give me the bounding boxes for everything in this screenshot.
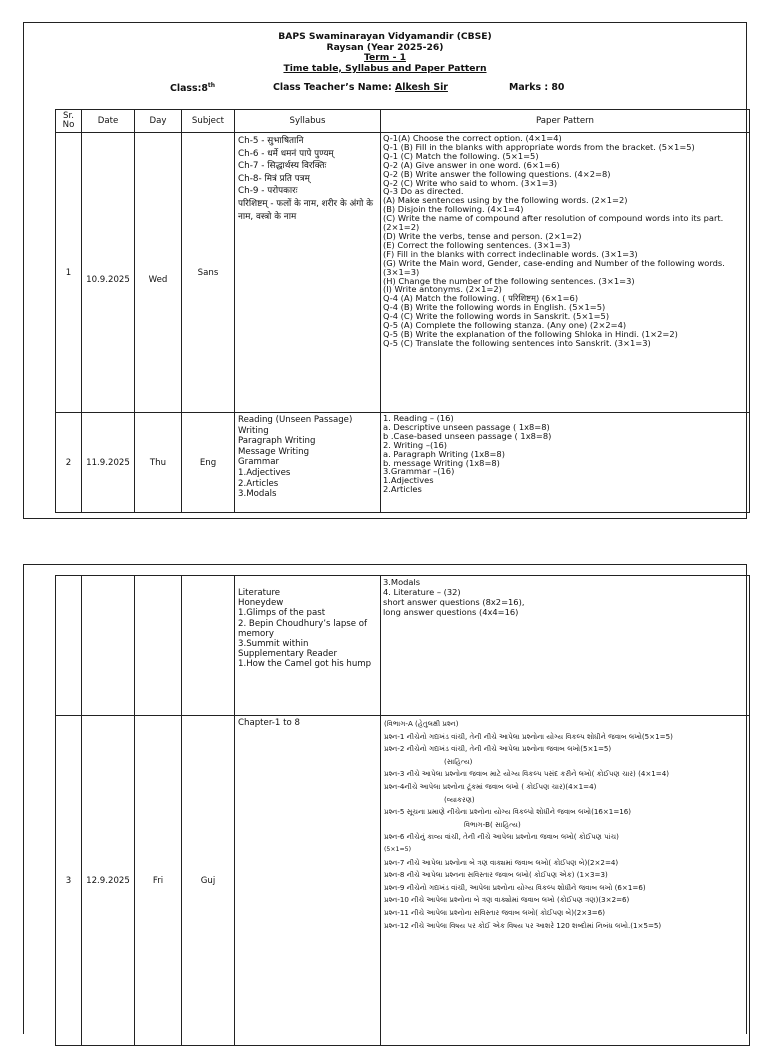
syllabus-cell: Chapter-1 to 8	[235, 716, 381, 1046]
pattern-cell	[381, 413, 750, 513]
pattern-line: Q-4 (A) Match the following. ( परिशिष्टम्) (6×1=6)	[383, 293, 579, 304]
syllabus-cell	[235, 133, 381, 413]
campus-year: Raysan (Year 2025-26)	[326, 41, 444, 53]
sr-no: 2	[56, 413, 82, 513]
syllabus-line: Ch-7 - सिद्धार्थस्य विरक्तिः	[238, 161, 327, 172]
syllabus-line: 1.Adjectives	[238, 467, 291, 478]
table-row	[56, 133, 750, 413]
column-header: Date	[82, 110, 135, 133]
syllabus-line: 1.How the Camel got his hump	[238, 659, 372, 670]
syllabus-line: 2. Bepin Choudhury’s lapse of memory	[238, 618, 368, 639]
pattern-line: પ્રશ્ન-9 નીચેનો ગદ્યખંડ વાંચી, આપેલા પ્રશ્નોના યોગ્ય વિકલ્પ શોધીને જવાબ લખો (6×1=6)	[384, 882, 646, 892]
class-label: Class:8th	[170, 82, 215, 95]
table-row	[56, 576, 750, 716]
marks-label: Marks : 80	[509, 82, 565, 94]
page-2	[23, 564, 747, 1034]
pattern-line: a. Descriptive unseen passage ( 1x8=8)	[383, 421, 550, 432]
class-info-row	[24, 74, 746, 100]
pattern-cell	[381, 133, 750, 413]
syllabus-line: Message Writing	[238, 446, 310, 457]
pattern-line: પ્રશ્ન-11 નીચે આપેલા પ્રશ્નોના સવિસ્તાર જવાબ લખો( કોઈપણ બે)(2×3=6)	[384, 907, 605, 917]
pattern-line: Q-4 (C) Write the following words in Sanskrit. (5×1=5)	[383, 311, 610, 322]
page-1	[23, 22, 747, 519]
pattern-line: પ્રશ્ન-5 સૂચના પ્રમાણે નીચેના પ્રશ્નોના યોગ્ય વિકલ્પો શોધીને જવાબ લખો(16×1=16)	[384, 807, 632, 817]
subject: Eng	[182, 413, 235, 513]
document-header	[24, 23, 746, 74]
exam-day: Wed	[135, 133, 182, 413]
column-header: Syllabus	[235, 110, 381, 133]
pattern-line: Q-2 (C) Write who said to whom. (3×1=3)	[383, 177, 558, 188]
document-title: Time table, Syllabus and Paper Pattern	[283, 62, 487, 74]
pattern-line: 4. Literature – (32)	[383, 587, 461, 597]
column-header: Sr. No	[56, 110, 82, 133]
pattern-line: (C) Write the name of compound after resolution of compound words into its part. (2×1=2)	[383, 213, 724, 233]
pattern-line: પ્રશ્ન-7 નીચે આપેલા પ્રશ્નોના બે ત્રણ વાક્યમાં જવાબ લખો( કોઈપણ બે)(2×2=4)	[384, 857, 619, 867]
syllabus-line: Paragraph Writing	[238, 436, 316, 447]
pattern-line: Q-5 (A) Complete the following stanza. (Any one) (2×2=4)	[383, 320, 627, 331]
pattern-line: પ્રશ્ન-2 નીચેનો ગદ્યખંડ વાંચી, તેની નીચે આપેલા પ્રશ્નોના જવાબ લખો(5×1=5)	[384, 744, 612, 754]
syllabus-line: Literature	[238, 588, 281, 598]
exam-date: 10.9.2025	[82, 133, 135, 413]
pattern-line: Q-1 (C) Match the following. (5×1=5)	[383, 150, 539, 161]
pattern-line: Q-5 (B) Write the explanation of the following Shloka in Hindi. (1×2=2)	[383, 328, 678, 339]
subject	[182, 576, 235, 716]
pattern-line: (સાહિત્ય)	[444, 756, 473, 766]
pattern-line: (I) Write antonyms. (2×1=2)	[383, 284, 502, 295]
pattern-line: long answer questions (4x4=16)	[383, 607, 519, 617]
pattern-line: Q-1(A) Choose the correct option. (4×1=4)	[383, 133, 562, 143]
exam-day	[135, 576, 182, 716]
syllabus-line: 3.Modals	[238, 489, 277, 500]
syllabus-line: 3.Summit within	[238, 639, 309, 650]
pattern-line: વિભાગ-B( સાહિત્ય)	[464, 819, 521, 829]
timetable-continued	[55, 575, 750, 1046]
pattern-line: 1. Reading – (16)	[383, 413, 454, 423]
pattern-line: પ્રશ્ન-4નીચે આપેલા પ્રશ્નોના ટૂંકમાં જવાબ લખો ( કોઈપણ ચાર)(4×1=4)	[384, 781, 597, 791]
table-row	[56, 413, 750, 513]
exam-day: Thu	[135, 413, 182, 513]
pattern-cell	[381, 576, 750, 716]
pattern-line: (A) Make sentences using by the following words. (2×1=2)	[383, 195, 628, 206]
pattern-line: (E) Correct the following sentences. (3×1=3)	[383, 239, 571, 250]
pattern-line: 3.Grammar –(16)	[383, 466, 455, 477]
pattern-line: પ્રશ્ન-1 નીચેનો ગદ્યખંડ વાંચી, તેની નીચે આપેલા પ્રશ્નોના યોગ્ય વિકલ્પ શોધીને જવાબ લખો(5×1=5)	[384, 731, 673, 741]
pattern-line: Q-4 (B) Write the following words in English. (5×1=5)	[383, 302, 606, 313]
pattern-line: પ્રશ્ન-3 નીચે આપેલા પ્રશ્નોના જવાબ માટે યોગ્ય વિકલ્પ પસંદ કરીને લખો( કોઈપણ ચાર) (4×1=4)	[384, 769, 670, 779]
pattern-line: 3.Modals	[383, 577, 421, 587]
sr-no: 1	[56, 133, 82, 413]
syllabus-line: Ch-5 - सुभाषितानि	[238, 136, 304, 146]
syllabus-cell	[235, 576, 381, 716]
exam-date: 12.9.2025	[82, 716, 135, 1046]
pattern-line: પ્રશ્ન-8 નીચે આપેલા પ્રશ્નના સવિસ્તાર જવાબ લખો( કોઈપણ એક) (1×3=3)	[384, 870, 608, 880]
table-header-row	[56, 110, 750, 133]
exam-day: Fri	[135, 716, 182, 1046]
column-header: Paper Pattern	[381, 110, 750, 133]
pattern-line: Q-2 (A) Give answer in one word. (6×1=6)	[383, 159, 560, 170]
exam-date	[82, 576, 135, 716]
syllabus-line: Reading (Unseen Passage)	[238, 415, 353, 425]
syllabus-line: Writing	[238, 425, 269, 436]
sr-no: 3	[56, 716, 82, 1046]
syllabus-line: Ch-6 - धर्मे धमनं पापे पुण्यम्	[238, 148, 334, 159]
sr-no	[56, 576, 82, 716]
column-header: Day	[135, 110, 182, 133]
school-name: BAPS Swaminarayan Vidyamandir (CBSE)	[278, 31, 492, 42]
pattern-line: Q-3 Do as directed.	[383, 186, 464, 197]
pattern-line: (વિભાગ-A (હેતુલક્ષી પ્રશ્ન)	[384, 719, 459, 728]
table-row	[56, 716, 750, 1046]
pattern-cell	[381, 716, 750, 1046]
pattern-line: (5×1=5)	[384, 845, 412, 853]
syllabus-line: Supplementary Reader	[238, 649, 337, 660]
pattern-line: (H) Change the number of the following sentences. (3×1=3)	[383, 275, 635, 286]
timetable	[55, 109, 750, 513]
pattern-line: Q-2 (B) Write answer the following questions. (4×2=8)	[383, 168, 611, 179]
pattern-line: 2. Writing –(16)	[383, 439, 448, 450]
term-label: Term - 1	[364, 52, 406, 64]
syllabus-line: Ch-8- मित्रं प्रति पत्रम्	[238, 173, 310, 184]
syllabus-line: Honeydew	[238, 598, 284, 609]
pattern-line: પ્રશ્ન-10 નીચે આપેલા પ્રશ્નોના બે ત્રણ વાક્યોમાં જવાબ લખો (કોઈપણ ત્રણ)(3×2=6)	[384, 895, 630, 905]
pattern-line: a. Paragraph Writing (1x8=8)	[383, 448, 505, 459]
syllabus-line: 1.Glimps of the past	[238, 608, 326, 619]
pattern-line: (B) Disjoin the following. (4×1=4)	[383, 204, 524, 215]
pattern-line: Q-5 (C) Translate the following sentences into Sanskrit. (3×1=3)	[383, 337, 651, 348]
teacher-label: Class Teacher’s Name: Alkesh Sir	[273, 82, 448, 94]
pattern-line: (G) Write the Main word, Gender, case-ending and Number of the following words. (3×1=3)	[383, 257, 725, 277]
syllabus-line: 2.Articles	[238, 478, 279, 489]
pattern-line: (D) Write the verbs, tense and person. (2×1=2)	[383, 230, 582, 241]
syllabus-line: Ch-9 - परोपकारः	[238, 186, 298, 197]
pattern-line: (F) Fill in the blanks with correct indeclinable words. (3×1=3)	[383, 248, 638, 259]
pattern-line: 2.Articles	[383, 484, 422, 495]
exam-date: 11.9.2025	[82, 413, 135, 513]
syllabus-line: Grammar	[238, 457, 280, 468]
pattern-line: b .Case-based unseen passage ( 1x8=8)	[383, 430, 552, 441]
syllabus-cell	[235, 413, 381, 513]
pattern-line: પ્રશ્ન-12 નીચે આપેલા વિષય પર કોઈ એક વિષય પર આશરે 120 શબ્દોમાં નિબંધ લખો.(1×5=5)	[384, 920, 662, 930]
teacher-name: Alkesh Sir	[395, 82, 448, 94]
pattern-line: (વ્યાકરણ)	[444, 794, 475, 804]
syllabus-line: परिशिष्टम् - फलों के नाम, शरीर के अंगो के नाम, वस्त्रो के नाम	[238, 198, 373, 222]
pattern-line: Q-1 (B) Fill in the blanks with appropriate words from the bracket. (5×1=5)	[383, 141, 695, 152]
pattern-line: short answer questions (8x2=16),	[383, 597, 525, 607]
pattern-line: પ્રશ્ન-6 નીચેનું કાવ્ય વાંચી, તેની નીચે આપેલા પ્રશ્નોના જવાબ લખો( કોઈપણ પાંચ)	[384, 832, 619, 842]
pattern-line: 1.Adjectives	[383, 475, 434, 486]
subject: Guj	[182, 716, 235, 1046]
subject: Sans	[182, 133, 235, 413]
column-header: Subject	[182, 110, 235, 133]
pattern-line: b. message Writing (1x8=8)	[383, 457, 500, 468]
